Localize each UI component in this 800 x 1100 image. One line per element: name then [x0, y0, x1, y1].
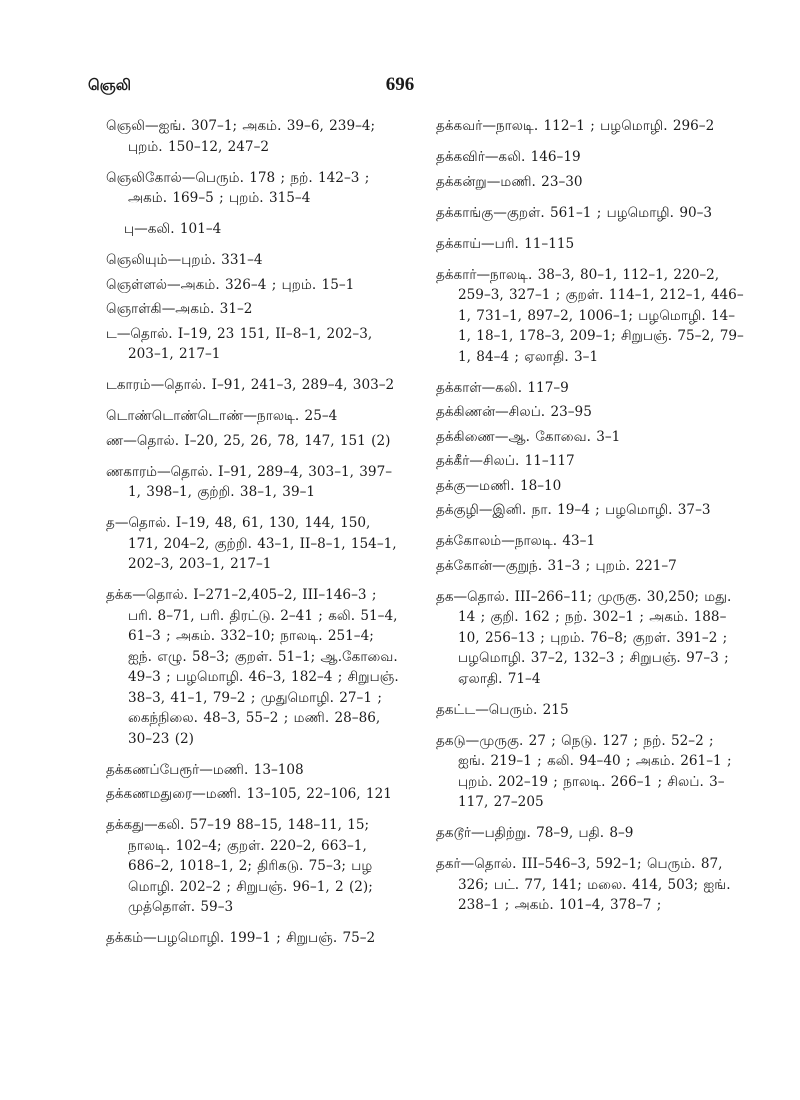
index-entry: தக்கிணன்—சிலப். 23–95 [436, 404, 592, 420]
index-entry: தக்காங்கு—குறள். 561–1 ; பழமொழி. 90–3 [436, 204, 713, 221]
page-number: 696 [385, 74, 415, 95]
page-header [0, 76, 800, 104]
index-entry: ஞெலி—ஐங். 307–1; அகம். 39–6, 239–4; புறம். 150–12, 247–2 [106, 118, 376, 155]
index-entry: தக்கோலம்—நாலடி. 43–1 [436, 533, 596, 549]
index-entry: ஞொள்கி—அகம். 31–2 [106, 301, 253, 317]
index-entry: தகடு—முருகு. 27 ; நெடு. 127 ; நற். 52–2 ; ஐங். 219–1 ; கலி. 94–40 ; அகம். 261–1 ; புறம். 202–19 ; நாலடி. 266–1 ; சிலப். 3–117, 27–205 [436, 732, 732, 810]
index-entry: தக்கீர்—சிலப். 11–117 [436, 453, 575, 469]
index-entry: தக்கன்று—மணி. 23–30 [436, 173, 583, 190]
index-entry: தக்கோன்—குறுந். 31–3 ; புறம். 221–7 [436, 557, 677, 574]
right-column [436, 116, 744, 926]
index-entry: தக்கு—மணி. 18–10 [436, 477, 562, 494]
index-entry: தக்கது—கலி. 57–19 88–15, 148–11, 15; நாலடி. 102–4; குறள். 220–2, 663–1, 686–2, 1018–1, 2; திரிகடு. 75–3; பழ மொழி. 202–2 ; சிறுபஞ். 96–1, 2 (2); முத்தொள். 59–3 [106, 817, 373, 915]
index-entry: தக்காய்—பரி. 11–115 [436, 235, 575, 252]
running-head: ஞெலி [88, 76, 132, 94]
index-entry: தகர்—தொல். III–546–3, 592–1; பெரும். 87, 326; பட். 77, 141; மலை. 414, 503; ஐங். 238–1 ; அகம். 101–4, 378–7 ; [436, 856, 731, 913]
index-entry: தக்காள்—கலி. 117–9 [436, 379, 569, 396]
index-entry: ஞெலியும்—புறம். 331–4 [106, 252, 263, 268]
index-entry: தக்குழி—இனி. நா. 19–4 ; பழமொழி. 37–3 [436, 502, 711, 518]
index-entry: தக்கம்—பழமொழி. 199–1 ; சிறுபஞ். 75–2 [106, 930, 376, 946]
index-entry: தக்கணப்பேரூர்—மணி. 13–108 [106, 761, 304, 778]
index-entry: தக்க—தொல். I–271–2,405–2, III–146–3 ; பரி. 8–71, பரி. திரட்டு. 2–41 ; கலி. 51–4, 61–3 ; அகம். 332–10; நாலடி. 251–4; ஐந். எழு. 58–3; குறள். 51–1; ஆ.கோவை. 49–3 ; பழமொழி. 46–3, 182–4 ; சிறுபஞ். 38–3, 41–1, 79–2 ; முதுமொழி. 27–1 ; கைந்நிலை. 48–3, 55–2 ; மணி. 28–86, 30–23 (2) [106, 587, 399, 747]
index-entry: தகடூர்—பதிற்று. 78–9, பதி. 8–9 [436, 825, 634, 841]
index-entry: ண—தொல். I–20, 25, 26, 78, 147, 151 (2) [106, 432, 391, 449]
index-entry: டகாரம்—தொல். I–91, 241–3, 289–4, 303–2 [106, 377, 395, 393]
index-entry: பு—கலி. 101–4 [124, 221, 222, 237]
index-entry: தக்கவிர்—கலி. 146–19 [436, 149, 581, 165]
index-entry: டொண்டொண்டொண்—நாலடி. 25–4 [106, 408, 338, 424]
index-entry: தக்கார்—நாலடி. 38–3, 80–1, 112–1, 220–2, 259–3, 327–1 ; குறள். 114–1, 212–1, 446–1, 731–1, 897–2, 1006–1; பழமொழி. 14–1, 18–1, 178–3, 209–1; சிறுபஞ். 75–2, 79–1, 84–4 ; ஏலாதி. 3–1 [436, 266, 744, 365]
index-entry: தக—தொல். III–266–11; முருகு. 30,250; மது. 14 ; குறி. 162 ; நற். 302–1 ; அகம். 188–10, 256–13 ; புறம். 76–8; குறள். 391–2 ; பழமொழி. 37–2, 132–3 ; சிறுபஞ். 97–3 ; ஏலாதி. 71–4 [436, 588, 732, 687]
index-entry: ஞெள்ளல்—அகம். 326–4 ; புறம். 15–1 [106, 276, 355, 293]
left-column [106, 116, 402, 959]
index-entry: தக்கவர்—நாலடி. 112–1 ; பழமொழி. 296–2 [436, 118, 715, 134]
index-entry: தக்கிணை—ஆ. கோவை. 3–1 [436, 428, 621, 445]
index-entry: தகட்ட—பெரும். 215 [436, 701, 569, 718]
index-entry: ஞெலிகோல்—பெரும். 178 ; நற். 142–3 ; அகம். 169–5 ; புறம். 315–4 [106, 169, 370, 206]
index-entry: ணகாரம்—தொல். I–91, 289–4, 303–1, 397–1, 398–1, குற்றி. 38–1, 39–1 [106, 463, 393, 500]
index-entry: தக்கணமதுரை—மணி. 13–105, 22–106, 121 [106, 786, 392, 802]
index-entry: ட—தொல். I–19, 23 151, II–8–1, 202–3, 203–1, 217–1 [106, 325, 373, 362]
index-entry: த—தொல். I–19, 48, 61, 130, 144, 150, 171, 204–2, குற்றி. 43–1, II–8–1, 154–1, 202–3, 203–1, 217–1 [106, 515, 397, 572]
